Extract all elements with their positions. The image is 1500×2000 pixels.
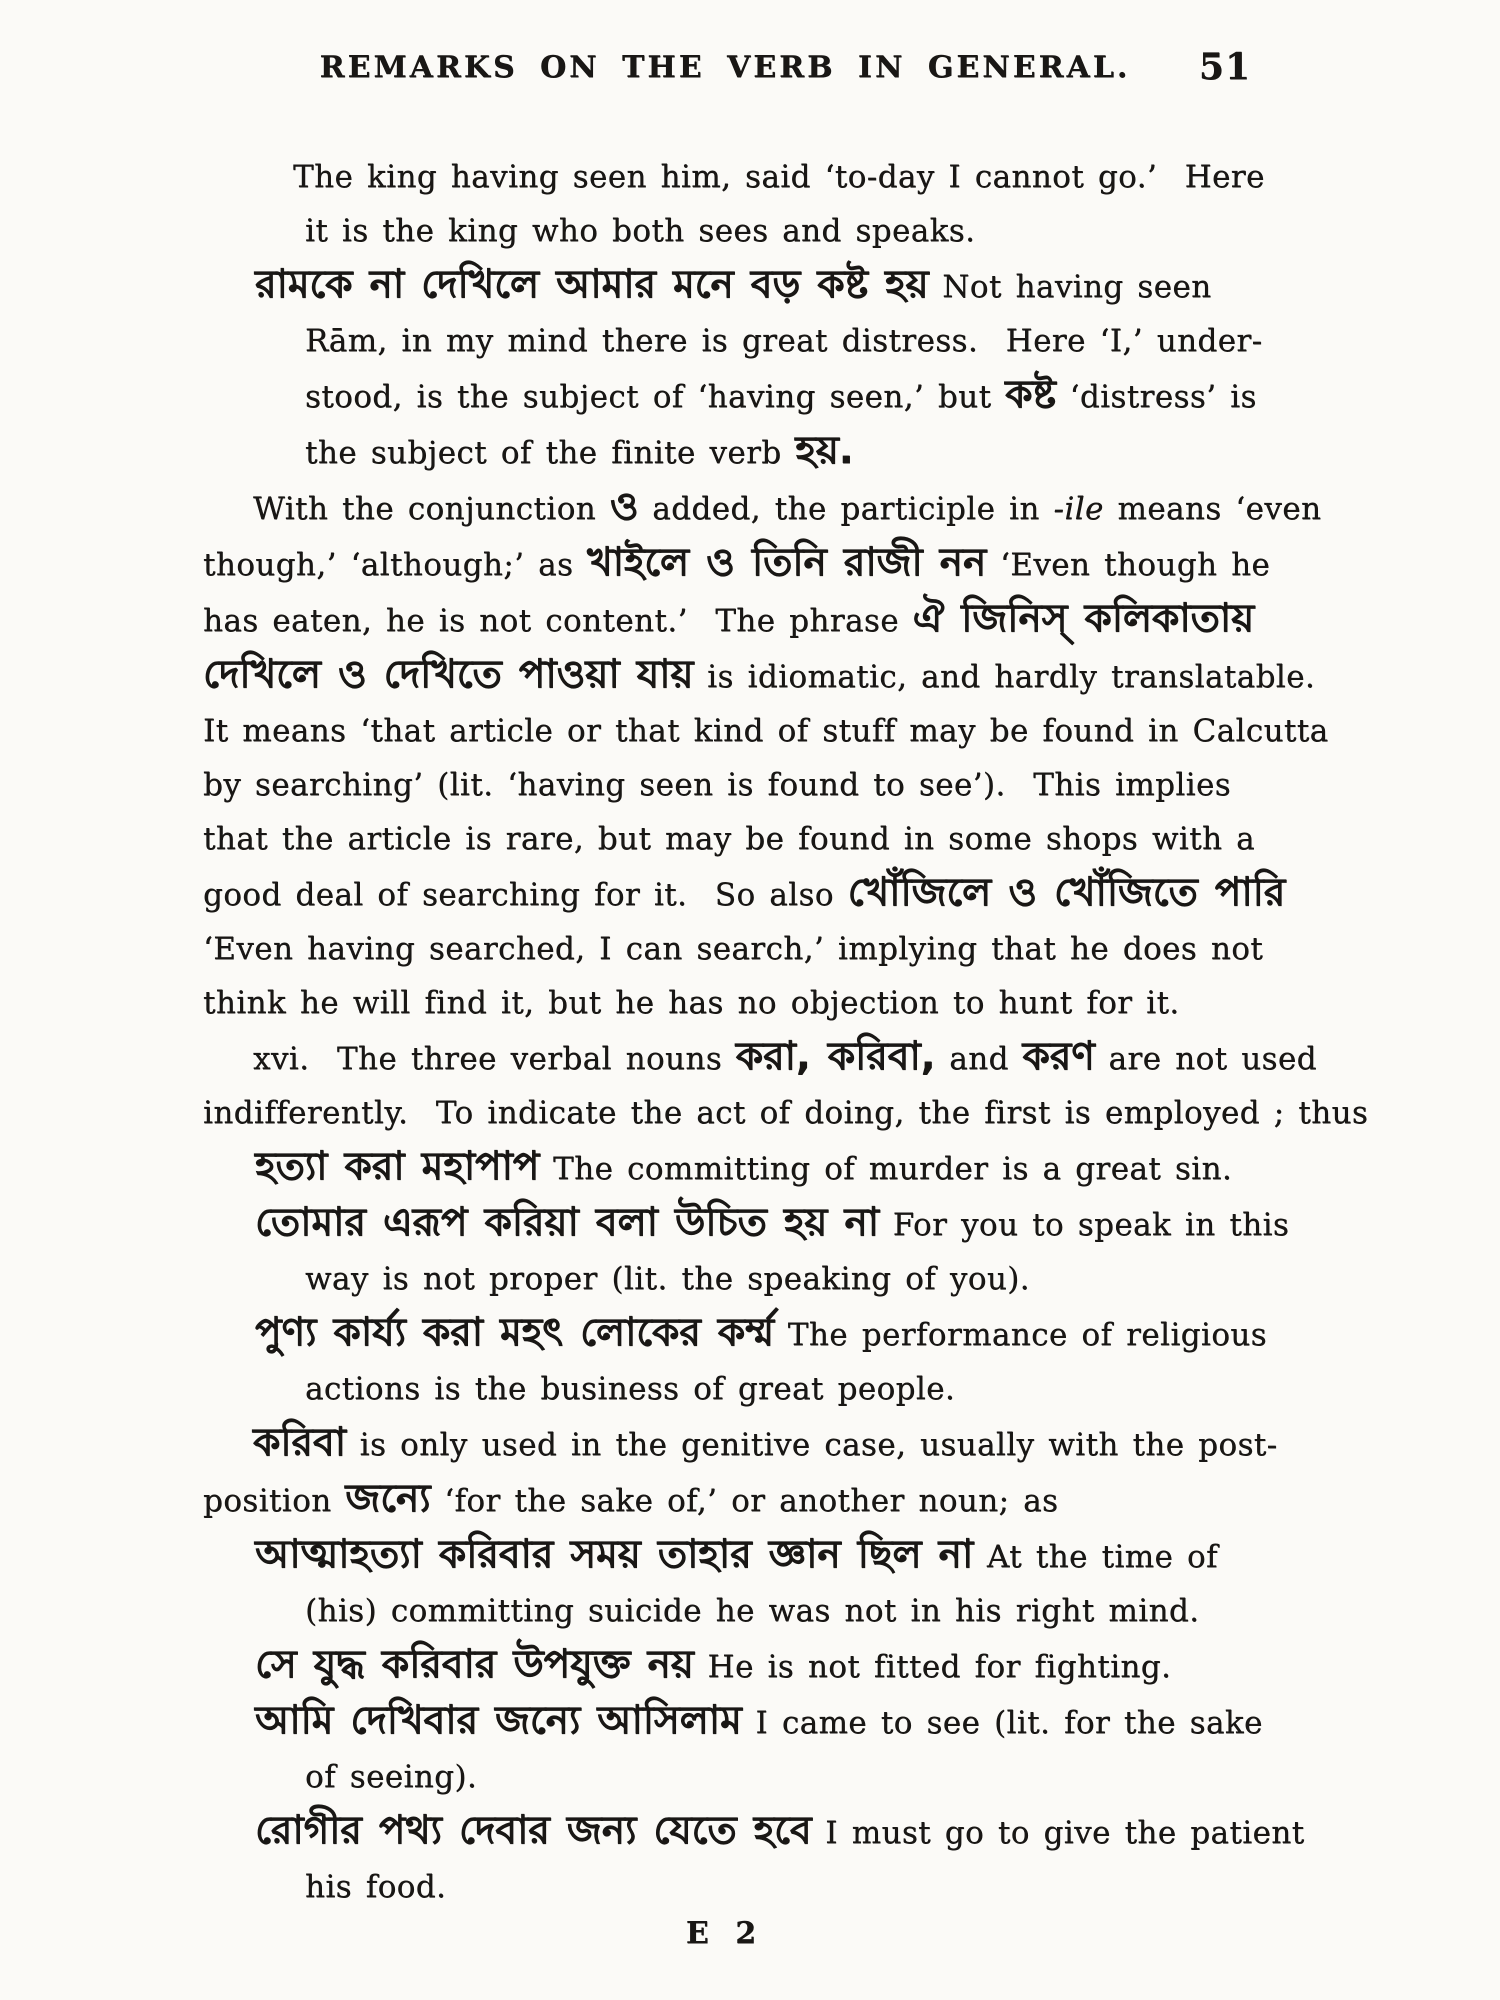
english-text: ‘distress’ is: [1055, 379, 1257, 415]
page-number: 51: [1198, 46, 1251, 88]
text-line-11: [203, 704, 1329, 758]
bengali-text: সে যুদ্ধ করিবার উপযুক্ত নয়: [255, 1642, 694, 1687]
bengali-text: করিবা: [253, 1420, 346, 1465]
text-line-31: [203, 1804, 1305, 1860]
english-text: actions is the business of great people.: [305, 1371, 956, 1407]
english-text: At the time of: [973, 1539, 1218, 1575]
english-text: ‘for the sake of,’ or another noun; as: [430, 1483, 1059, 1519]
english-text: It means ‘that article or that kind of stuff may be found in Calcutta: [203, 713, 1329, 749]
text-line-13: [203, 812, 1255, 866]
text-line-10: [203, 648, 1316, 704]
bengali-text: করা, করিবা,: [735, 1034, 936, 1079]
text-line-25: [203, 1472, 1247, 1528]
text-line-21: [203, 1252, 1247, 1306]
text-line-14: [203, 866, 1286, 922]
text-line-30: [203, 1750, 1247, 1804]
text-line-23: [203, 1362, 1247, 1416]
english-text: think he will find it, but he has no objection to hunt for it.: [203, 985, 1180, 1021]
text-line-3: [203, 258, 1247, 314]
running-header: [203, 46, 1251, 94]
english-text: For you to speak in this: [878, 1207, 1290, 1243]
english-text: added, the participle in: [638, 491, 1054, 527]
english-text: ‘Even though he: [986, 547, 1271, 583]
bengali-text: জন্যে: [345, 1476, 431, 1521]
english-text: is idiomatic, and hardly translatable.: [693, 659, 1316, 695]
english-text: Not having seen: [928, 269, 1212, 305]
english-text: The committing of murder is a great sin.: [539, 1151, 1233, 1187]
english-text: Rām, in my mind there is great distress. Here ‘I,’ under-: [305, 323, 1263, 359]
english-text: means ‘even: [1103, 491, 1322, 527]
bengali-text: কষ্ট: [1005, 372, 1056, 417]
english-text: that the article is rare, but may be found in some shops with a: [203, 821, 1255, 857]
text-line-15: [203, 922, 1264, 976]
bengali-text: হত্যা করা মহাপাপ: [255, 1144, 540, 1189]
english-text: way is not proper (lit. the speaking of you).: [305, 1261, 1030, 1297]
bengali-text: আমি দেখিবার জন্যে আসিলাম: [255, 1698, 742, 1743]
english-text: it is the king who both sees and speaks.: [305, 213, 976, 249]
english-text: and: [935, 1041, 1023, 1077]
english-text: He is not fitted for fighting.: [693, 1649, 1172, 1685]
bengali-text: আত্মাহত্যা করিবার সময় তাহার জ্ঞান ছিল না: [255, 1532, 974, 1577]
bengali-text: ও: [609, 484, 639, 529]
english-text: ‘Even having searched, I can search,’ implying that he does not: [203, 931, 1264, 967]
bengali-text: তোমার এরূপ করিয়া বলা উচিত হয় না: [255, 1200, 879, 1245]
english-text: xvi. The three verbal nouns: [253, 1041, 736, 1077]
text-line-29: [203, 1694, 1263, 1750]
text-line-22: [203, 1306, 1267, 1362]
text-line-18: [203, 1086, 1369, 1140]
english-text: indifferently. To indicate the act of doing, the first is employed ; thus: [203, 1095, 1369, 1131]
page-title: REMARKS ON THE VERB IN GENERAL.: [319, 50, 1131, 85]
text-line-16: [203, 976, 1247, 1030]
english-text: (his) committing suicide he was not in his right mind.: [305, 1593, 1200, 1629]
text-line-32: [203, 1860, 1247, 1914]
text-line-26: [203, 1528, 1247, 1584]
text-line-2: [203, 204, 1247, 258]
text-line-5: [203, 368, 1257, 424]
bengali-text: খাইলে ও তিনি রাজী নন: [587, 540, 987, 585]
english-text: stood, is the subject of ‘having seen,’ but: [305, 379, 1006, 415]
english-text: I came to see (lit. for the sake: [741, 1705, 1263, 1741]
bengali-text: পুণ্য কার্য্য করা মহৎ লোকের কর্ম্ম: [255, 1310, 775, 1355]
signature-mark: E 2: [685, 1916, 765, 1951]
english-text: though,’ ‘although;’ as: [203, 547, 588, 583]
text-line-20: [203, 1196, 1290, 1252]
text-line-17: [203, 1030, 1317, 1086]
english-text: the subject of the finite verb: [305, 435, 796, 471]
english-text: I must go to give the patient: [811, 1815, 1305, 1851]
bengali-text: রোগীর পথ্য দেবার জন্য যেতে হবে: [255, 1808, 812, 1853]
english-text: position: [203, 1483, 346, 1519]
english-text: is only used in the genitive case, usually with the post-: [345, 1427, 1278, 1463]
english-text: The king having seen him, said ‘to-day I cannot go.’ Here: [293, 159, 1265, 195]
bengali-text: করণ: [1022, 1034, 1095, 1079]
english-text: The performance of religious: [774, 1317, 1267, 1353]
english-text: his food.: [305, 1869, 447, 1905]
bengali-text: খোঁজিলে ও খোঁজিতে পারি: [847, 870, 1286, 915]
bengali-text: রামকে না দেখিলে আমার মনে বড় কষ্ট হয়: [255, 262, 929, 307]
bengali-text: দেখিলে ও দেখিতে পাওয়া যায়: [203, 652, 694, 697]
english-text: by searching’ (lit. ‘having seen is found to see’). This implies: [203, 767, 1232, 803]
bengali-text: হয়.: [795, 428, 854, 473]
italic-text: -ile: [1053, 491, 1104, 527]
bengali-text: ঐ জিনিস্ কলিকাতায়: [912, 596, 1255, 641]
english-text: With the conjunction: [253, 491, 610, 527]
text-line-12: [203, 758, 1247, 812]
text-line-27: [203, 1584, 1247, 1638]
text-line-1: [203, 150, 1265, 204]
body-lines: [203, 150, 1369, 1914]
text-line-6: [203, 424, 1247, 480]
text-line-28: [203, 1638, 1247, 1694]
text-line-9: [203, 592, 1255, 648]
text-line-19: [203, 1140, 1247, 1196]
text-line-24: [203, 1416, 1278, 1472]
text-line-8: [203, 536, 1271, 592]
english-text: of seeing).: [305, 1759, 478, 1795]
english-text: has eaten, he is not content.’ The phrase: [203, 603, 913, 639]
english-text: good deal of searching for it. So also: [203, 877, 848, 913]
text-line-4: [203, 314, 1263, 368]
text-line-7: [203, 480, 1322, 536]
english-text: are not used: [1094, 1041, 1317, 1077]
